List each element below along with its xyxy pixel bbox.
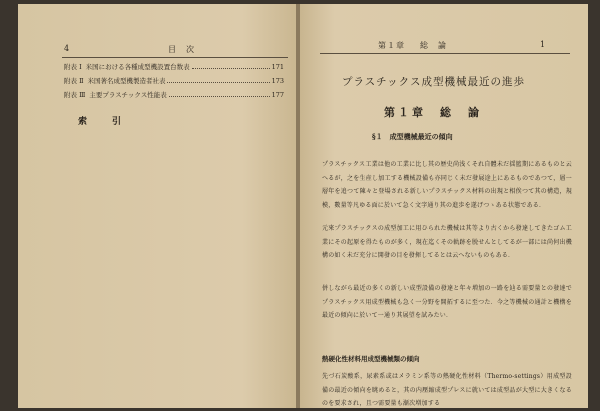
body-paragraph: 併しながら最近の多くの新しい成型設備の發達と年々増加の一路を辿る需要量との發達でプラスチックス用成型機械も急く一分野を開拓するに至つた．今之等機械の通計と機構を最近の傾向に於いて一通り其展望を試みたい． xyxy=(322,285,572,319)
right-header-chapter: 第１章 xyxy=(378,41,405,50)
toc-row: 附表 Ⅲ 主要プラスチックス性能表 177 xyxy=(64,90,284,99)
section-title: §１ 成型機械最近の傾向 xyxy=(372,132,453,141)
right-header-title: 総 論 xyxy=(420,41,447,50)
header-rule xyxy=(62,57,288,58)
toc-row: 附表 Ⅱ 米国著名成型機製造者社表 173 xyxy=(64,76,284,85)
right-page xyxy=(300,4,588,408)
subheading: 熱硬化性材料用成型機械類の傾向 xyxy=(322,355,420,363)
body-paragraph: 元來プラスチックスの成型加工に用ひられた機械は其等より古くから發達してきたゴム工業にその起原を得たものが多く，現在迄くその軌跡を脱せんとしてるが一部には尚何出機構の如く未だ充分に開發の目を發揮してるとは云へないものもある． xyxy=(322,225,572,259)
left-page xyxy=(18,4,298,408)
chapter-title: 第１章 総 論 xyxy=(384,106,482,119)
index-title: 索 引 xyxy=(78,117,130,127)
left-header-title: 目 次 xyxy=(168,45,195,54)
book-title: プラスチックス成型機械最近の進歩 xyxy=(342,76,526,88)
toc-row: 附表 Ⅰ 米国における各種成型機設置台数表 171 xyxy=(64,62,284,71)
body-paragraph: 先づ石炭酸系，尿素系或はメラミン系等の熱硬化性材料（Thermo-settings）用成型設備の最近の傾向を眺めると，其の内壓縮成型プレスに就いては成型品が大型に大きくなるのを要求され，且つ需要量も漸次増加する xyxy=(322,373,572,407)
body-paragraph: プラスチックス工業は他の工業に比し其の歴史尚浅くそれ自體未だ揺籃期にあるものと云へるが，之を生産し加工する機械設備も亦同じく未だ發展途上にあるものであつて，層一層年を追つて陳々と登場される新しいプラスチックス材料の出現と相俟つて其の構造，規模，數量等凡ゆる面に於いて急く文字通り其の進歩を遂げつゝある状態である． xyxy=(322,161,572,209)
header-rule xyxy=(320,53,570,54)
right-page-number: 1 xyxy=(540,40,547,49)
left-page-number: 4 xyxy=(64,44,71,53)
